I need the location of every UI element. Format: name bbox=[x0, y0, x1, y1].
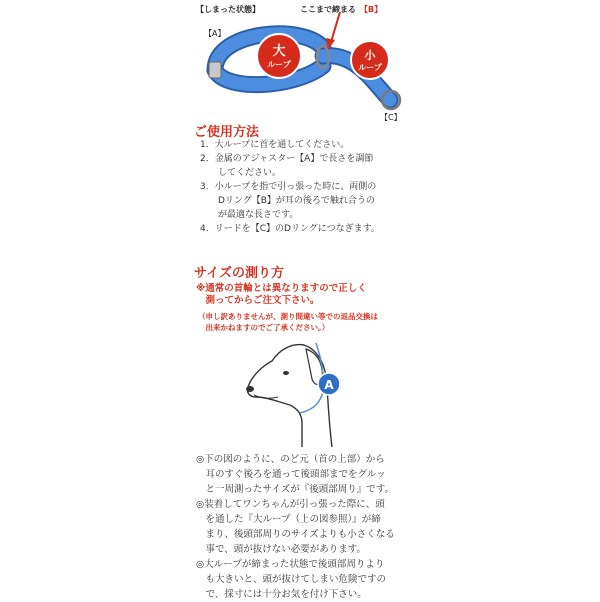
warning-line: ※通常の首輪とは異なりますので正しく bbox=[196, 283, 367, 294]
note-line: で、採寸には十分お気を付け下さい。 bbox=[196, 589, 367, 600]
size-apology bbox=[198, 311, 378, 333]
note-line: も大きいと、頭が抜けてしまい危険ですの bbox=[196, 574, 387, 585]
tighten-b-label: 【B】 bbox=[360, 5, 383, 14]
adjuster-a bbox=[209, 62, 221, 78]
usage-step: Dリング【B】が耳の後ろで触れ合うの bbox=[200, 196, 375, 206]
note-line: ◎装着してワンちゃんが引っ張った際に、頭 bbox=[196, 499, 385, 510]
label-c: 【C】 bbox=[380, 113, 402, 122]
big-loop-badge-line1: 大 bbox=[272, 44, 286, 59]
usage-title: ご使用方法 bbox=[194, 125, 260, 140]
dog-head-illustration bbox=[240, 335, 370, 450]
collar-illustration bbox=[195, 12, 415, 122]
small-loop-badge-line1: 小 bbox=[364, 49, 376, 62]
apology-line: （申し訳ありませんが、測り間違い等での返品交換は bbox=[198, 312, 378, 321]
dog-marker-a-label: A bbox=[324, 378, 334, 392]
tighten-text: ここまで締まる bbox=[300, 5, 356, 14]
usage-step: してください。 bbox=[200, 168, 282, 178]
dog-nose bbox=[246, 386, 254, 392]
note-line: 事で、頭が抜けない必要があります。 bbox=[196, 544, 367, 555]
note-line: と一周測ったサイズが『後頭部周り』です。 bbox=[196, 484, 394, 495]
note-line: を通した『大ループ（上の図参照）』が締 bbox=[196, 514, 381, 525]
dog-mouth bbox=[254, 395, 278, 398]
note-line: まり、後頭部周りのサイズよりも小さくなる bbox=[196, 529, 395, 540]
tighten-arrow bbox=[331, 12, 340, 42]
usage-step: 4．リードを【C】のDリングにつなぎます。 bbox=[200, 224, 380, 234]
note-line: 耳のすぐ後ろを通って後頭部までをグルッ bbox=[196, 469, 386, 480]
warning-line: 測ってからご注文下さい。 bbox=[196, 295, 320, 306]
usage-step: 2．金属のアジャスター【A】で長さを調節 bbox=[200, 154, 374, 164]
usage-step: が最適な長さです。 bbox=[200, 210, 299, 220]
note-line: ◎下の図のように、のど元（首の上部）から bbox=[196, 454, 385, 465]
state-label: 【しまった状態】 bbox=[196, 5, 260, 14]
usage-steps bbox=[200, 138, 380, 236]
dog-eye bbox=[283, 371, 289, 375]
size-notes bbox=[196, 452, 395, 602]
size-title: サイズの測り方 bbox=[194, 266, 284, 281]
big-loop-badge-line2: ループ bbox=[267, 60, 291, 69]
size-warning bbox=[196, 283, 367, 307]
small-loop-badge-line2: ループ bbox=[358, 63, 382, 72]
usage-step: 1．大ループに首を通してください。 bbox=[200, 140, 350, 150]
note-line: ◎大ループが締まった状態で後頭部周りより bbox=[196, 559, 385, 570]
apology-line: 出来かねますのでご了承ください。） bbox=[198, 323, 330, 332]
usage-step: 3．小ループを指で引っ張った時に、両側の bbox=[200, 182, 377, 192]
label-a: 【A】 bbox=[204, 29, 226, 38]
